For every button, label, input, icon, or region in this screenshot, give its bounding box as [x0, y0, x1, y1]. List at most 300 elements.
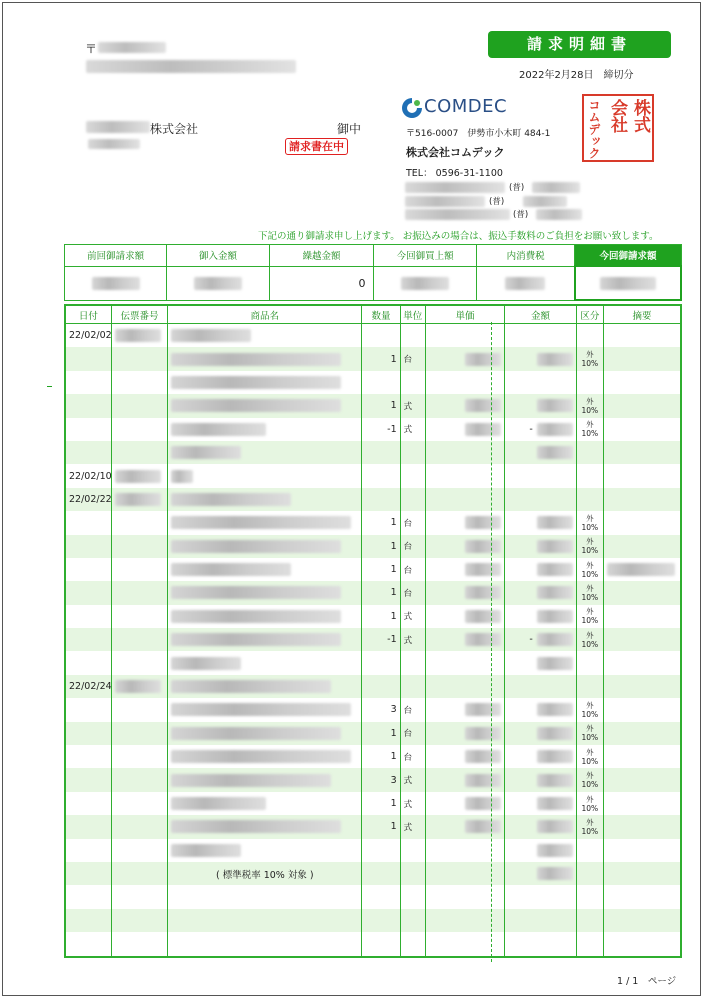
cell-qty [362, 581, 400, 604]
cell-category [576, 488, 603, 511]
cell-item-name [168, 441, 362, 464]
summary-header-prev: 前回御請求額 [65, 245, 167, 267]
redacted-value [171, 353, 341, 366]
cell-memo [603, 324, 681, 348]
col-header-memo: 摘要 [603, 305, 681, 324]
unit-text: 台 [403, 729, 413, 740]
cell-item-name [168, 675, 362, 698]
redacted-value [171, 329, 251, 342]
cell-date [65, 558, 111, 581]
cell-price [425, 909, 505, 932]
category-text: 外 10% [581, 513, 599, 532]
cell-item-name [168, 605, 362, 628]
unit-text: 式 [403, 822, 413, 833]
cell-date [65, 651, 111, 674]
cell-date [65, 932, 111, 956]
cell-memo [603, 839, 681, 862]
redacted-bank-3 [405, 209, 510, 220]
cell-qty [362, 698, 400, 721]
cell-date [65, 347, 111, 370]
redacted-value [171, 797, 266, 810]
cell-category [576, 324, 603, 348]
cell-price [425, 675, 505, 698]
cell-date [65, 441, 111, 464]
redacted-value [537, 610, 573, 623]
cell-unit [400, 558, 425, 581]
cell-unit [400, 511, 425, 534]
cell-memo [603, 605, 681, 628]
unit-text: 式 [403, 425, 413, 436]
cell-date [65, 324, 111, 348]
cell-item-name [168, 535, 362, 558]
cell-qty [362, 394, 400, 417]
cell-amount [505, 675, 576, 698]
cell-date [65, 768, 111, 791]
cell-price [425, 605, 505, 628]
cell-unit [400, 605, 425, 628]
table-row [65, 745, 681, 768]
cell-price [425, 722, 505, 745]
category-text: 外 10% [581, 724, 599, 743]
detail-table [64, 304, 682, 958]
summary-header-purchase: 今回御買上額 [374, 245, 476, 267]
cell-unit [400, 909, 425, 932]
table-row [65, 605, 681, 628]
redacted-value [465, 703, 501, 716]
cell-price [425, 418, 505, 441]
cell-item-name [168, 839, 362, 862]
cell-unit [400, 698, 425, 721]
cell-item-name [168, 371, 362, 394]
cell-unit [400, 932, 425, 956]
cell-unit [400, 885, 425, 908]
table-row [65, 698, 681, 721]
summary-table [64, 244, 682, 301]
cell-item-name [168, 651, 362, 674]
cell-item-name [168, 581, 362, 604]
cell-slip [111, 418, 167, 441]
redacted-account-3 [536, 209, 582, 220]
table-row [65, 722, 681, 745]
cell-qty [362, 932, 400, 956]
cell-qty [362, 488, 400, 511]
cell-unit [400, 745, 425, 768]
cell-category [576, 558, 603, 581]
cell-memo [603, 745, 681, 768]
cell-unit [400, 628, 425, 651]
redacted-value [537, 446, 573, 459]
company-tel: TEL： 0596-31-1100 [406, 168, 503, 179]
cell-qty [362, 792, 400, 815]
category-text: 外 10% [581, 771, 599, 790]
cell-price [425, 628, 505, 651]
cell-item-name [168, 885, 362, 908]
bank-type-2: (普) [489, 197, 505, 207]
unit-text: 式 [403, 635, 413, 646]
cell-date [65, 839, 111, 862]
cell-amount [505, 815, 576, 838]
cell-date [65, 418, 111, 441]
redacted-value [537, 563, 573, 576]
cell-slip [111, 488, 167, 511]
negative-sign: - [529, 634, 533, 646]
unit-text: 台 [403, 588, 413, 599]
cell-unit [400, 792, 425, 815]
cell-date [65, 535, 111, 558]
category-text: 外 10% [581, 350, 599, 369]
qty-text: 1 [390, 751, 397, 763]
col-header-date: 日付 [65, 305, 111, 324]
redacted-value [465, 727, 501, 740]
col-header-amount: 金額 [505, 305, 576, 324]
unit-text: 台 [403, 518, 413, 529]
cell-memo [603, 651, 681, 674]
cell-slip [111, 605, 167, 628]
cell-price [425, 464, 505, 487]
cell-slip [111, 815, 167, 838]
cell-category [576, 745, 603, 768]
cell-qty [362, 839, 400, 862]
cell-price [425, 535, 505, 558]
cell-memo [603, 511, 681, 534]
cell-price [425, 932, 505, 956]
cell-item-name [168, 394, 362, 417]
cell-qty [362, 722, 400, 745]
cell-memo [603, 371, 681, 394]
cell-amount [505, 464, 576, 487]
cell-amount [505, 605, 576, 628]
cell-price [425, 792, 505, 815]
redacted-value [115, 680, 161, 693]
redacted-address [86, 60, 296, 73]
cell-category [576, 932, 603, 956]
redacted-value [171, 423, 266, 436]
table-row [65, 932, 681, 956]
cell-memo [603, 885, 681, 908]
cell-item-name [168, 628, 362, 651]
unit-text: 台 [403, 542, 413, 553]
cell-memo [603, 394, 681, 417]
cell-date [65, 885, 111, 908]
redacted-bank-2 [405, 196, 485, 207]
redacted-value [171, 446, 241, 459]
summary-header-payment: 御入金額 [167, 245, 269, 267]
cell-date [65, 698, 111, 721]
cell-date [65, 464, 111, 487]
category-text: 外 10% [581, 747, 599, 766]
cell-qty [362, 745, 400, 768]
redacted-value [171, 750, 351, 763]
redacted-value [465, 353, 501, 366]
qty-text: 1 [390, 587, 397, 599]
table-row [65, 535, 681, 558]
cell-category [576, 768, 603, 791]
redacted-value [537, 820, 573, 833]
unit-text: 式 [403, 799, 413, 810]
cell-qty [362, 909, 400, 932]
cell-category [576, 535, 603, 558]
qty-text: 1 [390, 353, 397, 365]
cell-unit [400, 675, 425, 698]
cell-slip [111, 464, 167, 487]
cell-price [425, 511, 505, 534]
cell-qty [362, 885, 400, 908]
table-row [65, 441, 681, 464]
cell-amount [505, 651, 576, 674]
summary-header-total: 今回御請求額 [575, 245, 681, 267]
price-column-dashed-line [491, 322, 492, 962]
page-number: 1 / 1 ページ [617, 976, 677, 987]
cell-memo [603, 418, 681, 441]
cell-category [576, 394, 603, 417]
cell-unit [400, 839, 425, 862]
redacted-value [465, 820, 501, 833]
redacted-value [171, 563, 291, 576]
company-address: 〒516-0007 伊勢市小木町 484-1 [406, 129, 551, 139]
cell-amount [505, 441, 576, 464]
redacted-value [171, 820, 341, 833]
date-text: 22/02/22 [69, 493, 112, 505]
redacted-value [171, 774, 331, 787]
document-title: 請求明細書 [488, 31, 671, 58]
table-row [65, 581, 681, 604]
qty-text: 1 [390, 798, 397, 809]
redacted-bank-1 [405, 182, 505, 193]
cell-memo [603, 675, 681, 698]
cell-date [65, 675, 111, 698]
date-text: 22/02/24 [69, 681, 112, 693]
cell-qty [362, 347, 400, 370]
summary-prev-value [65, 266, 167, 300]
col-header-category: 区分 [576, 305, 603, 324]
cell-amount [505, 932, 576, 956]
category-text: 外 10% [581, 817, 599, 836]
cell-slip [111, 932, 167, 956]
redacted-value [537, 399, 573, 412]
detail-body [65, 324, 681, 957]
cell-qty [362, 511, 400, 534]
cell-amount [505, 745, 576, 768]
cell-qty [362, 558, 400, 581]
cell-date [65, 815, 111, 838]
cell-qty [362, 371, 400, 394]
table-row [65, 394, 681, 417]
cell-category [576, 511, 603, 534]
redacted-value [537, 633, 573, 646]
cell-memo [603, 862, 681, 885]
cell-slip [111, 839, 167, 862]
cell-memo [603, 558, 681, 581]
cell-price [425, 698, 505, 721]
table-row [65, 488, 681, 511]
cell-amount [505, 418, 576, 441]
cell-unit [400, 651, 425, 674]
invoice-enclosed-stamp: 請求書在中 [285, 138, 348, 155]
cell-item-name [168, 511, 362, 534]
redacted-value [465, 774, 501, 787]
cell-amount [505, 862, 576, 885]
cell-slip [111, 394, 167, 417]
cell-slip [111, 558, 167, 581]
cell-category [576, 651, 603, 674]
cell-category [576, 605, 603, 628]
cell-price [425, 347, 505, 370]
redacted-account-2 [523, 196, 567, 207]
summary-purchase-value [374, 266, 476, 300]
cell-item-name [168, 558, 362, 581]
cell-category [576, 815, 603, 838]
table-row [65, 885, 681, 908]
redacted-value [171, 680, 331, 693]
table-row [65, 371, 681, 394]
category-text: 外 10% [581, 560, 599, 579]
redacted-value [465, 516, 501, 529]
redacted-value [537, 703, 573, 716]
cell-item-name [168, 815, 362, 838]
cell-price [425, 815, 505, 838]
category-text: 外 10% [581, 630, 599, 649]
bank-type-1: (普) [509, 183, 525, 193]
table-row [65, 839, 681, 862]
redacted-value [465, 610, 501, 623]
category-text: 外 10% [581, 794, 599, 813]
tax-rate-note: ( 標準税率 10% 対象 ) [215, 869, 314, 881]
cell-item-name [168, 464, 362, 487]
redacted-recipient-dept [88, 139, 140, 149]
qty-text: 1 [390, 540, 397, 552]
comdec-logo-icon [400, 96, 424, 120]
cell-date [65, 511, 111, 534]
cell-slip [111, 792, 167, 815]
cell-category [576, 371, 603, 394]
redacted-value [465, 399, 501, 412]
cell-amount [505, 722, 576, 745]
cell-category [576, 722, 603, 745]
redacted-value [537, 844, 573, 857]
redacted-value [115, 493, 161, 506]
cell-memo [603, 347, 681, 370]
date-text: 22/02/10 [69, 470, 112, 482]
cell-amount [505, 488, 576, 511]
cell-price [425, 862, 505, 885]
cell-slip [111, 768, 167, 791]
qty-text: 1 [390, 400, 397, 412]
unit-text: 台 [403, 705, 413, 716]
qty-text: 1 [390, 564, 397, 576]
table-row [65, 815, 681, 838]
redacted-value [537, 774, 573, 787]
category-text: 外 10% [581, 583, 599, 602]
cell-date [65, 394, 111, 417]
company-seal: 株式 会社 コムデック [582, 94, 654, 162]
cell-price [425, 745, 505, 768]
cell-qty [362, 605, 400, 628]
col-header-qty: 数量 [362, 305, 400, 324]
cell-price [425, 324, 505, 348]
cell-price [425, 394, 505, 417]
cell-memo [603, 628, 681, 651]
cell-unit [400, 371, 425, 394]
unit-text: 台 [403, 355, 413, 366]
cell-date [65, 745, 111, 768]
cell-unit [400, 722, 425, 745]
cell-unit [400, 394, 425, 417]
redacted-postal-code [98, 42, 166, 53]
cell-memo [603, 464, 681, 487]
cell-category [576, 418, 603, 441]
cell-unit [400, 768, 425, 791]
col-header-price: 単価 [425, 305, 505, 324]
cell-qty [362, 651, 400, 674]
redacted-value [171, 703, 351, 716]
category-text: 外 10% [581, 700, 599, 719]
summary-header-carry: 繰越金額 [269, 245, 374, 267]
cell-category [576, 698, 603, 721]
cell-item-name [168, 909, 362, 932]
redacted-value [537, 727, 573, 740]
cell-price [425, 768, 505, 791]
cell-price [425, 441, 505, 464]
cell-slip [111, 651, 167, 674]
qty-text: 1 [390, 610, 397, 622]
closing-date: 2022年2月28日 締切分 [519, 70, 634, 81]
cell-price [425, 885, 505, 908]
recipient-suffix: 株式会社 [150, 122, 199, 136]
redacted-value [465, 633, 501, 646]
redacted-value [171, 586, 341, 599]
cell-memo [603, 488, 681, 511]
cell-memo [603, 581, 681, 604]
cell-price [425, 371, 505, 394]
cell-memo [603, 535, 681, 558]
cell-qty [362, 675, 400, 698]
redacted-value [115, 470, 161, 483]
redacted-value [171, 610, 341, 623]
cell-amount [505, 628, 576, 651]
honorific: 御中 [337, 122, 362, 136]
cell-memo [603, 722, 681, 745]
postal-mark: 〒 [85, 42, 98, 56]
cell-date [65, 605, 111, 628]
cell-slip [111, 581, 167, 604]
category-text: 外 10% [581, 420, 599, 439]
redacted-recipient-name [86, 121, 150, 133]
cell-item-name [168, 862, 362, 885]
redacted-value [537, 516, 573, 529]
table-row [65, 628, 681, 651]
cell-unit [400, 418, 425, 441]
cell-slip [111, 324, 167, 348]
redacted-value [171, 633, 341, 646]
col-header-slip: 伝票番号 [111, 305, 167, 324]
cell-price [425, 651, 505, 674]
cell-date [65, 862, 111, 885]
redacted-value [465, 586, 501, 599]
cell-item-name [168, 722, 362, 745]
cell-date [65, 628, 111, 651]
category-text: 外 10% [581, 537, 599, 556]
redacted-value [537, 586, 573, 599]
redacted-value [465, 797, 501, 810]
cell-date [65, 909, 111, 932]
redacted-value [465, 423, 501, 436]
qty-text: 3 [390, 704, 397, 716]
cell-memo [603, 909, 681, 932]
qty-text: 3 [390, 774, 397, 786]
cell-qty [362, 815, 400, 838]
cell-date [65, 792, 111, 815]
cell-item-name [168, 324, 362, 348]
